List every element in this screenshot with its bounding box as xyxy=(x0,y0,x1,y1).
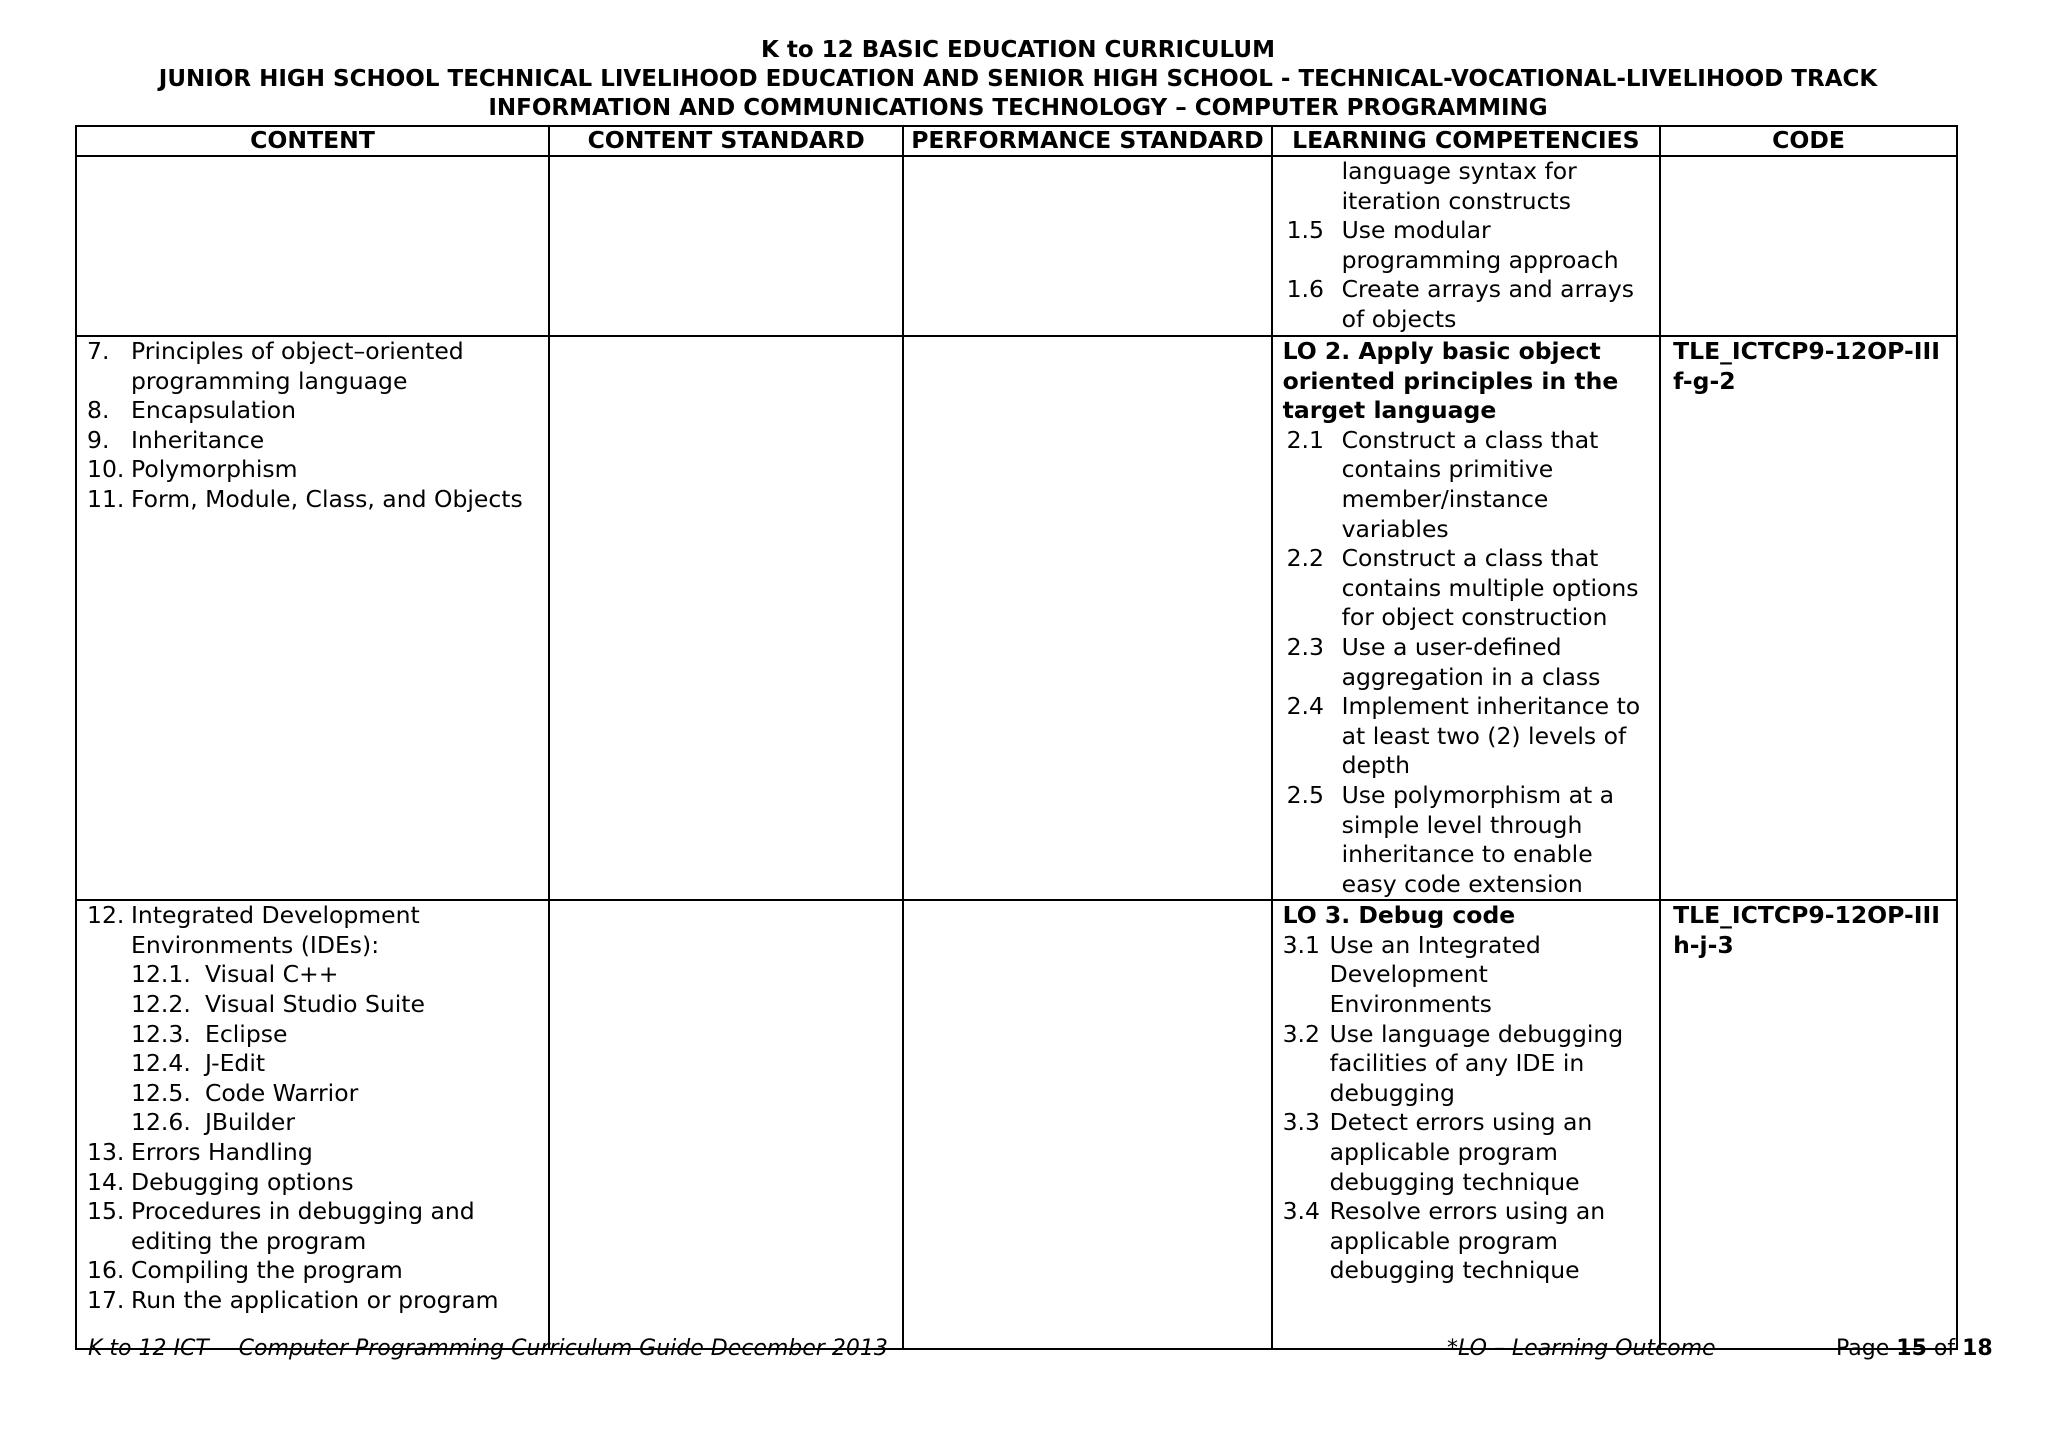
learning-competencies-cell xyxy=(1272,900,1660,1349)
content-subitem-text: JBuilder xyxy=(205,1108,296,1137)
content-number: 9. xyxy=(87,425,110,454)
table-row xyxy=(76,156,1957,336)
content-subitem-number: 12.4. xyxy=(131,1049,191,1078)
table-header-row xyxy=(76,126,1957,156)
content-subitem xyxy=(131,1020,542,1050)
competency-number: 2.4 xyxy=(1286,692,1324,721)
competency-number: 2.1 xyxy=(1286,425,1324,454)
content-number: 14. xyxy=(87,1167,125,1196)
column-header-performance-standard: PERFORMANCE STANDARD xyxy=(903,126,1271,156)
content-subitem xyxy=(131,1049,542,1079)
content-item xyxy=(87,396,542,426)
page-label: Page xyxy=(1836,1336,1890,1361)
content-subitem-text: Visual Studio Suite xyxy=(205,990,425,1019)
competency-item xyxy=(1283,1108,1653,1197)
page-number xyxy=(1836,1336,1993,1361)
content-standard-cell xyxy=(549,156,903,336)
content-subitem xyxy=(131,1079,542,1109)
competency-number: 1.5 xyxy=(1286,216,1324,245)
content-cell xyxy=(76,900,549,1349)
competency-number: 1.6 xyxy=(1286,275,1324,304)
content-cell xyxy=(76,156,549,336)
content-standard-cell xyxy=(549,900,903,1349)
competency-item xyxy=(1283,633,1653,692)
competency-number: 2.2 xyxy=(1286,544,1324,573)
content-cell xyxy=(76,336,549,900)
competency-item xyxy=(1283,931,1653,1020)
page-current: 15 xyxy=(1896,1336,1927,1361)
content-text: Principles of object–oriented programming language xyxy=(131,337,464,395)
page-of-label: of xyxy=(1933,1336,1956,1361)
competency-item xyxy=(1283,1197,1653,1286)
content-number: 8. xyxy=(87,396,110,425)
content-subitem-number: 12.3. xyxy=(131,1019,191,1048)
page-total: 18 xyxy=(1962,1336,1993,1361)
column-header-code: CODE xyxy=(1660,126,1957,156)
content-item xyxy=(87,426,542,456)
column-header-learning-competencies: LEARNING COMPETENCIES xyxy=(1272,126,1660,156)
content-number: 12. xyxy=(87,901,125,930)
learning-outcome-title: LO 3. Debug code xyxy=(1282,901,1516,930)
content-text: Compiling the program xyxy=(131,1256,403,1285)
performance-standard-cell xyxy=(903,900,1271,1349)
competency-number: 3.1 xyxy=(1282,930,1320,959)
content-subitem xyxy=(131,990,542,1020)
content-subitem-number: 12.6. xyxy=(131,1108,191,1137)
column-header-content: CONTENT xyxy=(76,126,549,156)
competency-item xyxy=(1283,781,1653,899)
learning-competencies-cell xyxy=(1272,336,1660,900)
content-number: 17. xyxy=(87,1286,125,1314)
content-text: Encapsulation xyxy=(131,396,297,425)
content-item xyxy=(87,455,542,485)
content-item xyxy=(87,1138,542,1168)
ide-sublist xyxy=(87,960,542,1138)
content-subitem xyxy=(131,960,542,990)
content-item xyxy=(87,337,542,396)
content-subitem-number: 12.5. xyxy=(131,1078,191,1107)
competency-text: Use language debugging facilities of any IDE in debugging xyxy=(1329,1019,1624,1107)
table-row xyxy=(76,900,1957,1349)
competency-text: Construct a class that contains multiple options for object construction xyxy=(1341,544,1639,632)
competency-text: Detect errors using an applicable program debugging technique xyxy=(1329,1108,1593,1196)
content-subitem-text: Eclipse xyxy=(205,1019,288,1048)
table-row xyxy=(76,336,1957,900)
competency-item xyxy=(1283,275,1653,334)
competency-code: TLE_ICTCP9-12OP-IIIf-g-2 xyxy=(1673,337,1940,395)
content-text: Debugging options xyxy=(131,1167,354,1196)
competency-number: 2.5 xyxy=(1286,780,1324,809)
performance-standard-cell xyxy=(903,156,1271,336)
content-text: Run the application or program xyxy=(131,1286,499,1314)
competency-text: Use an Integrated Development Environments xyxy=(1329,930,1541,1019)
footer-lo-legend: *LO – Learning Outcome xyxy=(1447,1336,1716,1361)
content-text: Errors Handling xyxy=(131,1138,313,1167)
document-program-title: INFORMATION AND COMMUNICATIONS TECHNOLOGY – COMPUTER PROGRAMMING xyxy=(488,95,1548,121)
learning-outcome-title: LO 2. Apply basic object oriented principles in the target language xyxy=(1282,337,1619,425)
content-text: Polymorphism xyxy=(131,455,298,484)
content-item xyxy=(87,1256,542,1286)
content-item xyxy=(87,1197,542,1256)
content-number: 16. xyxy=(87,1256,125,1285)
content-number: 13. xyxy=(87,1138,125,1167)
content-subitem-text: Code Warrior xyxy=(205,1078,359,1107)
content-subitem xyxy=(131,1108,542,1138)
content-number: 10. xyxy=(87,455,125,484)
document-subtitle: JUNIOR HIGH SCHOOL TECHNICAL LIVELIHOOD EDUCATION AND SENIOR HIGH SCHOOL - TECHNICAL-VOCATIONAL-LIVELIHOOD TRACK xyxy=(158,66,1878,92)
performance-standard-cell xyxy=(903,336,1271,900)
content-item xyxy=(87,901,542,960)
competency-text: Create arrays and arrays of objects xyxy=(1341,275,1635,333)
content-subitem-text: J-Edit xyxy=(205,1049,266,1078)
code-cell xyxy=(1660,156,1957,336)
content-text: Procedures in debugging and editing the program xyxy=(131,1197,475,1255)
learning-competencies-cell xyxy=(1272,156,1660,336)
competency-text: Use polymorphism at a simple level through inheritance to enable easy code extension xyxy=(1341,780,1615,898)
competency-text: Use modular programming approach xyxy=(1341,216,1619,274)
competency-text: Use a user-defined aggregation in a class xyxy=(1341,632,1601,691)
content-text: Form, Module, Class, and Objects xyxy=(131,484,523,513)
content-subitem-number: 12.1. xyxy=(131,960,191,989)
content-number: 11. xyxy=(87,484,125,513)
competency-number: 3.2 xyxy=(1282,1019,1320,1048)
competency-text: Construct a class that contains primitive member/instance variables xyxy=(1341,425,1599,543)
content-item xyxy=(87,485,542,515)
competency-item xyxy=(1283,692,1653,781)
footer-guide-title: K to 12 ICT -- Computer Programming Curriculum Guide December 2013 xyxy=(88,1336,888,1361)
code-cell xyxy=(1660,336,1957,900)
content-subitem-number: 12.2. xyxy=(131,990,191,1019)
content-text: Inheritance xyxy=(131,425,265,454)
competency-number: 3.3 xyxy=(1282,1108,1320,1137)
competency-item xyxy=(1283,426,1653,544)
competency-number: 2.3 xyxy=(1286,632,1324,661)
competency-item xyxy=(1283,544,1653,633)
competency-text: Resolve errors using an applicable program debugging technique xyxy=(1329,1197,1606,1285)
content-number: 15. xyxy=(87,1197,125,1226)
content-subitem-text: Visual C++ xyxy=(205,960,339,989)
competency-item xyxy=(1283,1020,1653,1109)
competency-code: TLE_ICTCP9-12OP-IIIh-j-3 xyxy=(1673,901,1940,959)
content-item xyxy=(87,1286,542,1316)
column-header-content-standard: CONTENT STANDARD xyxy=(549,126,903,156)
content-text: Integrated Development Environments (IDEs): xyxy=(131,901,420,959)
competency-item xyxy=(1283,216,1653,275)
competency-number: 3.4 xyxy=(1282,1197,1320,1226)
competency-continuation-line: language syntax for xyxy=(1341,157,1577,185)
content-standard-cell xyxy=(549,336,903,900)
content-item xyxy=(87,1168,542,1198)
content-number: 7. xyxy=(87,337,110,365)
code-cell xyxy=(1660,900,1957,1349)
curriculum-table xyxy=(75,125,1958,1350)
competency-text: Implement inheritance to at least two (2) levels of depth xyxy=(1341,692,1641,780)
document-title: K to 12 BASIC EDUCATION CURRICULUM xyxy=(761,37,1275,63)
competency-continuation-line: iteration constructs xyxy=(1341,186,1571,215)
